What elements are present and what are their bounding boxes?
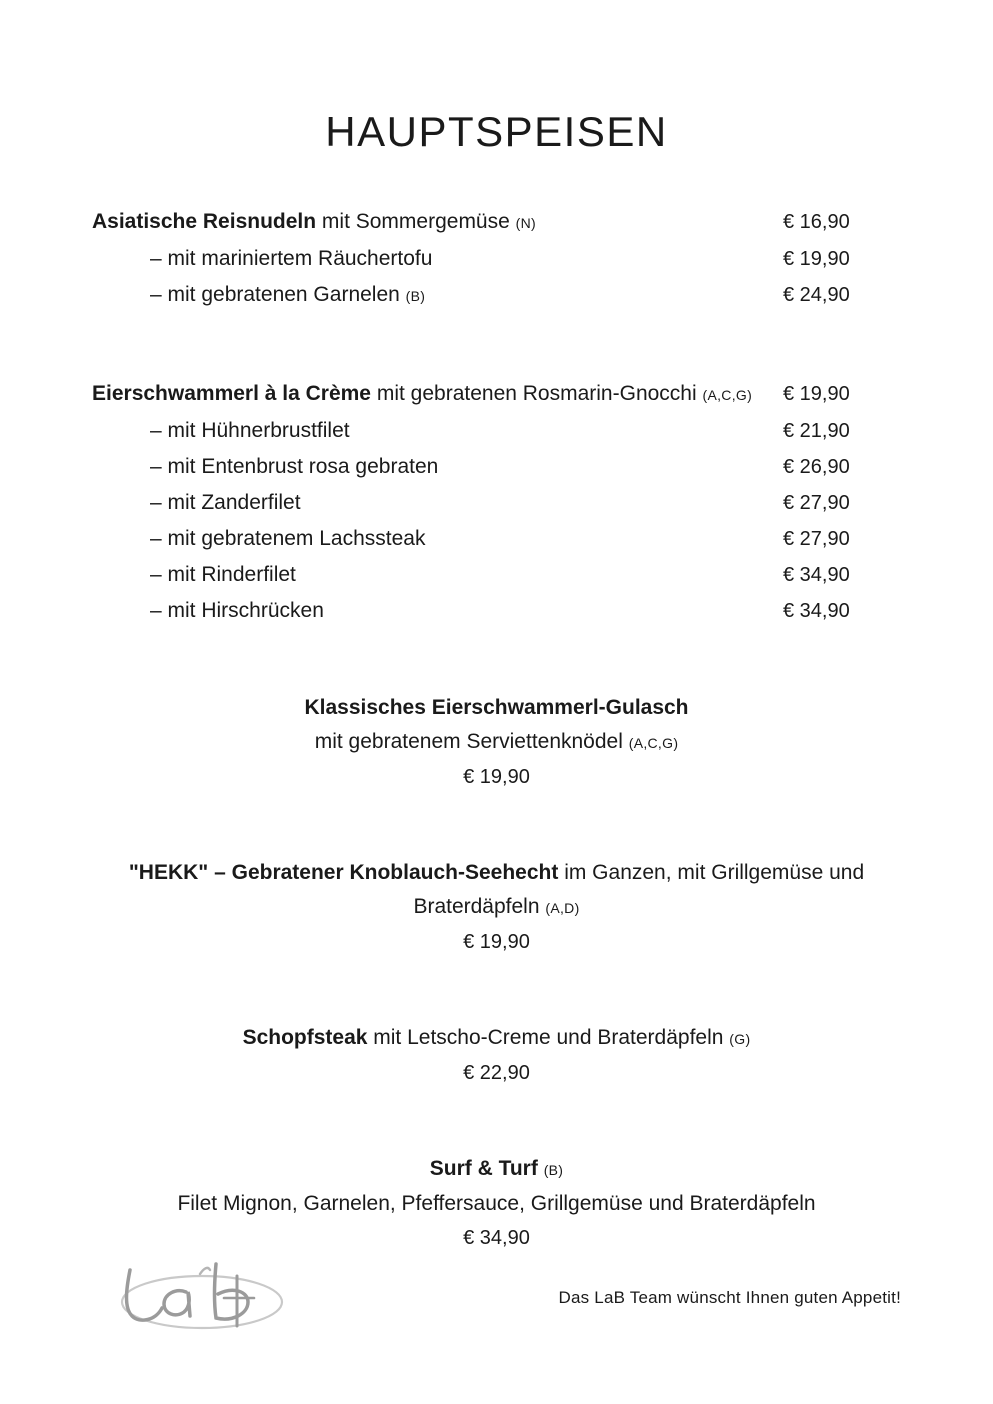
menu-section-eierschwammerl-gulasch [0,691,993,794]
page-footer [0,1246,993,1342]
dish-variant: – mit Zanderfilet [150,491,301,514]
dish-variant: – mit Rinderfilet [150,563,296,586]
allergen-code: (N) [515,215,536,231]
dish-price: € 21,90 [783,420,850,442]
dish-variant: – mit gebratenen Garnelen [150,283,400,306]
dish-description-cont: Braterdäpfeln [413,895,540,918]
menu-item-row [92,413,903,449]
spacer [0,629,993,691]
menu-section-hekk-seehecht [0,856,993,959]
dish-name: Eierschwammerl à la Crème [92,382,371,405]
dish-variant: – mit Hirschrücken [150,599,324,622]
dish-price: € 22,90 [463,1062,530,1084]
dish-description-line [0,725,993,760]
dish-variant: – mit Entenbrust rosa gebraten [150,455,439,478]
dish-description: mit gebratenem Serviettenknödel [314,730,623,753]
menu-item-row [92,204,903,241]
dish-description: im Ganzen, mit Grillgemüse und [558,861,865,884]
menu-section-eierschwammerl-a-la-creme [92,376,903,629]
menu-item-row [92,241,903,277]
menu-item-row [92,449,903,485]
menu-item-row [92,277,903,314]
menu-item-row [92,593,903,629]
dish-price: € 27,90 [783,528,850,550]
dish-description: Filet Mignon, Garnelen, Pfeffersauce, Grillgemüse und Braterdäpfeln [177,1192,816,1215]
dish-price: € 24,90 [783,284,850,306]
dish-description: mit gebratenen Rosmarin-Gnocchi [371,382,697,405]
dish-price: € 16,90 [783,211,850,233]
spacer [0,156,993,204]
dish-name: "HEKK" – Gebratener Knoblauch-Seehecht [128,861,559,884]
dish-price: € 19,90 [463,931,530,953]
dish-price: € 19,90 [783,383,850,405]
dish-description: mit Sommergemüse [316,210,510,233]
dish-price: € 34,90 [783,600,850,622]
menu-section-schopfsteak [0,1021,993,1090]
dish-name: Klassisches Eierschwammerl-Gulasch [304,696,689,719]
dish-price: € 19,90 [463,766,530,788]
dish-price: € 19,90 [783,248,850,270]
page-title: HAUPTSPEISEN [325,108,668,155]
menu-section-asiatische-reisnudeln [92,204,903,314]
footer-note: Das LaB Team wünscht Ihnen guten Appetit! [558,1288,901,1307]
allergen-code: (B) [405,288,426,304]
dish-title-line [0,1152,993,1187]
menu-section-surf-and-turf [0,1152,993,1255]
menu-item-row [92,485,903,521]
dish-price: € 27,90 [783,492,850,514]
dish-price: € 26,90 [783,456,850,478]
dish-name: Surf & Turf [429,1157,538,1180]
dish-title-line [0,856,993,890]
spacer [0,794,993,856]
allergen-code: (A,C,G) [702,387,753,403]
dish-variant: – mit mariniertem Räuchertofu [150,247,433,270]
spacer [0,1090,993,1152]
spacer [0,314,993,376]
allergen-code: (A,D) [545,900,580,916]
menu-item-row [92,376,903,413]
dish-price: € 34,90 [783,564,850,586]
dish-title-line [0,1021,993,1056]
dish-variant: – mit Hühnerbrustfilet [150,419,350,442]
dish-name: Schopfsteak [242,1026,368,1049]
menu-item-row [92,557,903,593]
dish-description-line [0,890,993,925]
dish-name: Asiatische Reisnudeln [92,210,317,233]
allergen-code: (A,C,G) [628,735,679,751]
dish-price: € 34,90 [463,1227,530,1249]
allergen-code: (G) [729,1031,751,1047]
spacer [0,959,993,1021]
allergen-code: (B) [543,1162,564,1178]
lab-logo [104,1250,304,1342]
dish-description: mit Letscho-Creme und Braterdäpfeln [367,1026,724,1049]
menu-item-row [92,521,903,557]
dish-variant: – mit gebratenem Lachssteak [150,527,426,550]
